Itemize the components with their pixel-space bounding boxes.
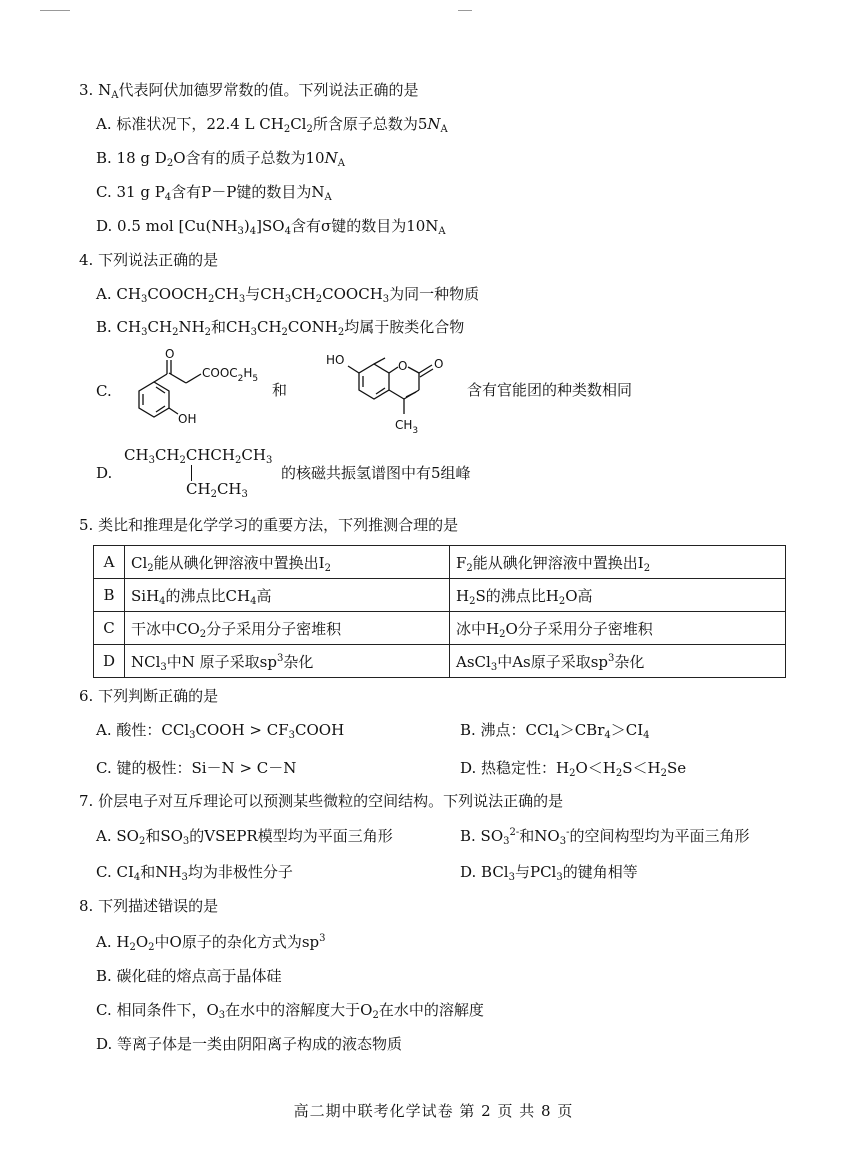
q5-row-b-right: $H_2S$的沸点比$H_2O$高	[450, 579, 786, 612]
q5-row-c-label: C	[94, 612, 125, 645]
q4-c-mol2-ho: HO	[326, 353, 345, 367]
q5-row-a-right: $F_2$能从碘化钾溶液中置换出$I_2$	[450, 546, 786, 579]
q8-stem: 8. 下列描述错误的是	[79, 897, 219, 915]
table-row	[94, 612, 786, 645]
q4-option-c-label: C.	[96, 382, 112, 400]
q5-row-c-left: 干冰中$CO_2$分子采用分子密堆积	[125, 612, 450, 645]
q6-option-b: B. 沸点：$CCl_4>CBr_4>CI_4$	[460, 721, 650, 741]
table-row	[94, 645, 786, 678]
q4-option-c-and: 和	[272, 381, 288, 399]
q4-c-mol1-oh: OH	[178, 412, 197, 426]
q4-option-b: B. $CH_3CH_2NH_2$和$CH_3CH_2CONH_2$均属于胺类化合物	[96, 318, 465, 338]
q7-option-a: A. $SO_2$和$SO_3$的VSEPR模型均为平面三角形	[96, 827, 393, 847]
q5-row-c-right: 冰中$H_2O$分子采用分子密堆积	[450, 612, 786, 645]
q3-option-d: D. 0.5 mol $[Cu(NH_3)_4]SO_4$含有σ键的数目为$10N_A$	[96, 217, 446, 237]
q6-option-c: C. 键的极性：Si－N > C－N	[96, 759, 297, 777]
q3-stem: 3. $N_A$代表阿伏加德罗常数的值。下列说法正确的是	[79, 81, 419, 101]
q8-option-c: C. 相同条件下，$O_3$在水中的溶解度大于$O_2$在水中的溶解度	[96, 1001, 484, 1021]
q8-option-a: A. $H_2O_2$中O原子的杂化方式为$sp^3$	[96, 933, 326, 953]
q4-d-branch: $CH_2CH_3$	[186, 480, 248, 500]
q5-row-a-left: $Cl_2$能从碘化钾溶液中置换出$I_2$	[125, 546, 450, 579]
q5-row-b-label: B	[94, 579, 125, 612]
q8-option-b: B. 碳化硅的熔点高于晶体硅	[96, 967, 282, 985]
q6-stem: 6. 下列判断正确的是	[79, 687, 219, 705]
q7-option-b: B. $SO_3^{2-}$和$NO_3^-$的空间构型均为平面三角形	[460, 827, 750, 847]
q6-option-d: D. 热稳定性：$H_2O<H_2S<H_2Se$	[460, 759, 687, 779]
q7-option-d: D. BCl$_3$与PCl$_3$的键角相等	[460, 863, 638, 883]
page-footer: 高二期中联考化学试卷 第 2 页 共 8 页	[293, 1102, 574, 1120]
top-scan-mark-right	[458, 10, 472, 11]
q4-c-mol1-ester: $COOC_2H_5$	[202, 366, 259, 384]
q4-c-molecule-2	[322, 342, 472, 434]
q3-option-c: C. 31 g $P_4$含有P－P键的数目为$N_A$	[96, 183, 332, 203]
q5-row-d-right: AsCl$_3$中As原子采取$sp^3$杂化	[450, 645, 786, 678]
q4-c-mol2-ring-o: O	[398, 359, 408, 373]
q4-option-a: A. $CH_3COOCH_2CH_3$与$CH_3CH_2COOCH_3$为同一种物质	[96, 285, 480, 305]
q3-option-b: B. 18 g $D_2O$含有的质子总数为$10N_A$	[96, 149, 345, 169]
q3-option-a: A. 标准状况下，22.4 L $CH_2Cl_2$所含原子总数为$5N_A$	[96, 115, 448, 135]
top-scan-mark-left	[40, 10, 70, 11]
q4-d-main-chain: $CH_3CH_2CHCH_2CH_3$	[124, 446, 273, 466]
q4-option-c-text: 含有官能团的种类数相同	[467, 381, 633, 399]
q4-stem: 4. 下列说法正确的是	[79, 251, 219, 269]
q4-option-d-text: 的核磁共振氢谱图中有5组峰	[281, 464, 471, 482]
q7-option-c: C. $CI_4$和$NH_3$均为非极性分子	[96, 863, 293, 883]
table-row	[94, 546, 786, 579]
q4-c-mol2-carbonyl-o: O	[434, 357, 444, 371]
q5-row-b-left: SiH$_4$的沸点比$CH_4$高	[125, 579, 450, 612]
q7-stem: 7. 价层电子对互斥理论可以预测某些微粒的空间结构。下列说法正确的是	[79, 792, 564, 810]
q4-c-molecule-1	[112, 345, 272, 435]
q5-row-d-label: D	[94, 645, 125, 678]
q8-option-d: D. 等离子体是一类由阴阳离子构成的液态物质	[96, 1035, 403, 1053]
q4-option-d-label: D.	[96, 464, 113, 482]
q5-analogy-table	[93, 545, 786, 678]
q4-c-mol2-ch3: $CH_3$	[395, 418, 419, 434]
q4-c-mol1-carbonyl-o: O	[165, 347, 175, 361]
q5-row-d-left: NCl$_3$中N 原子采取$sp^3$杂化	[125, 645, 450, 678]
q5-row-a-label: A	[94, 546, 125, 579]
q5-stem: 5. 类比和推理是化学学习的重要方法，下列推测合理的是	[79, 516, 459, 534]
q6-option-a: A. 酸性：CCl$_3$COOH > $CF_3COOH$	[96, 721, 345, 741]
table-row	[94, 579, 786, 612]
